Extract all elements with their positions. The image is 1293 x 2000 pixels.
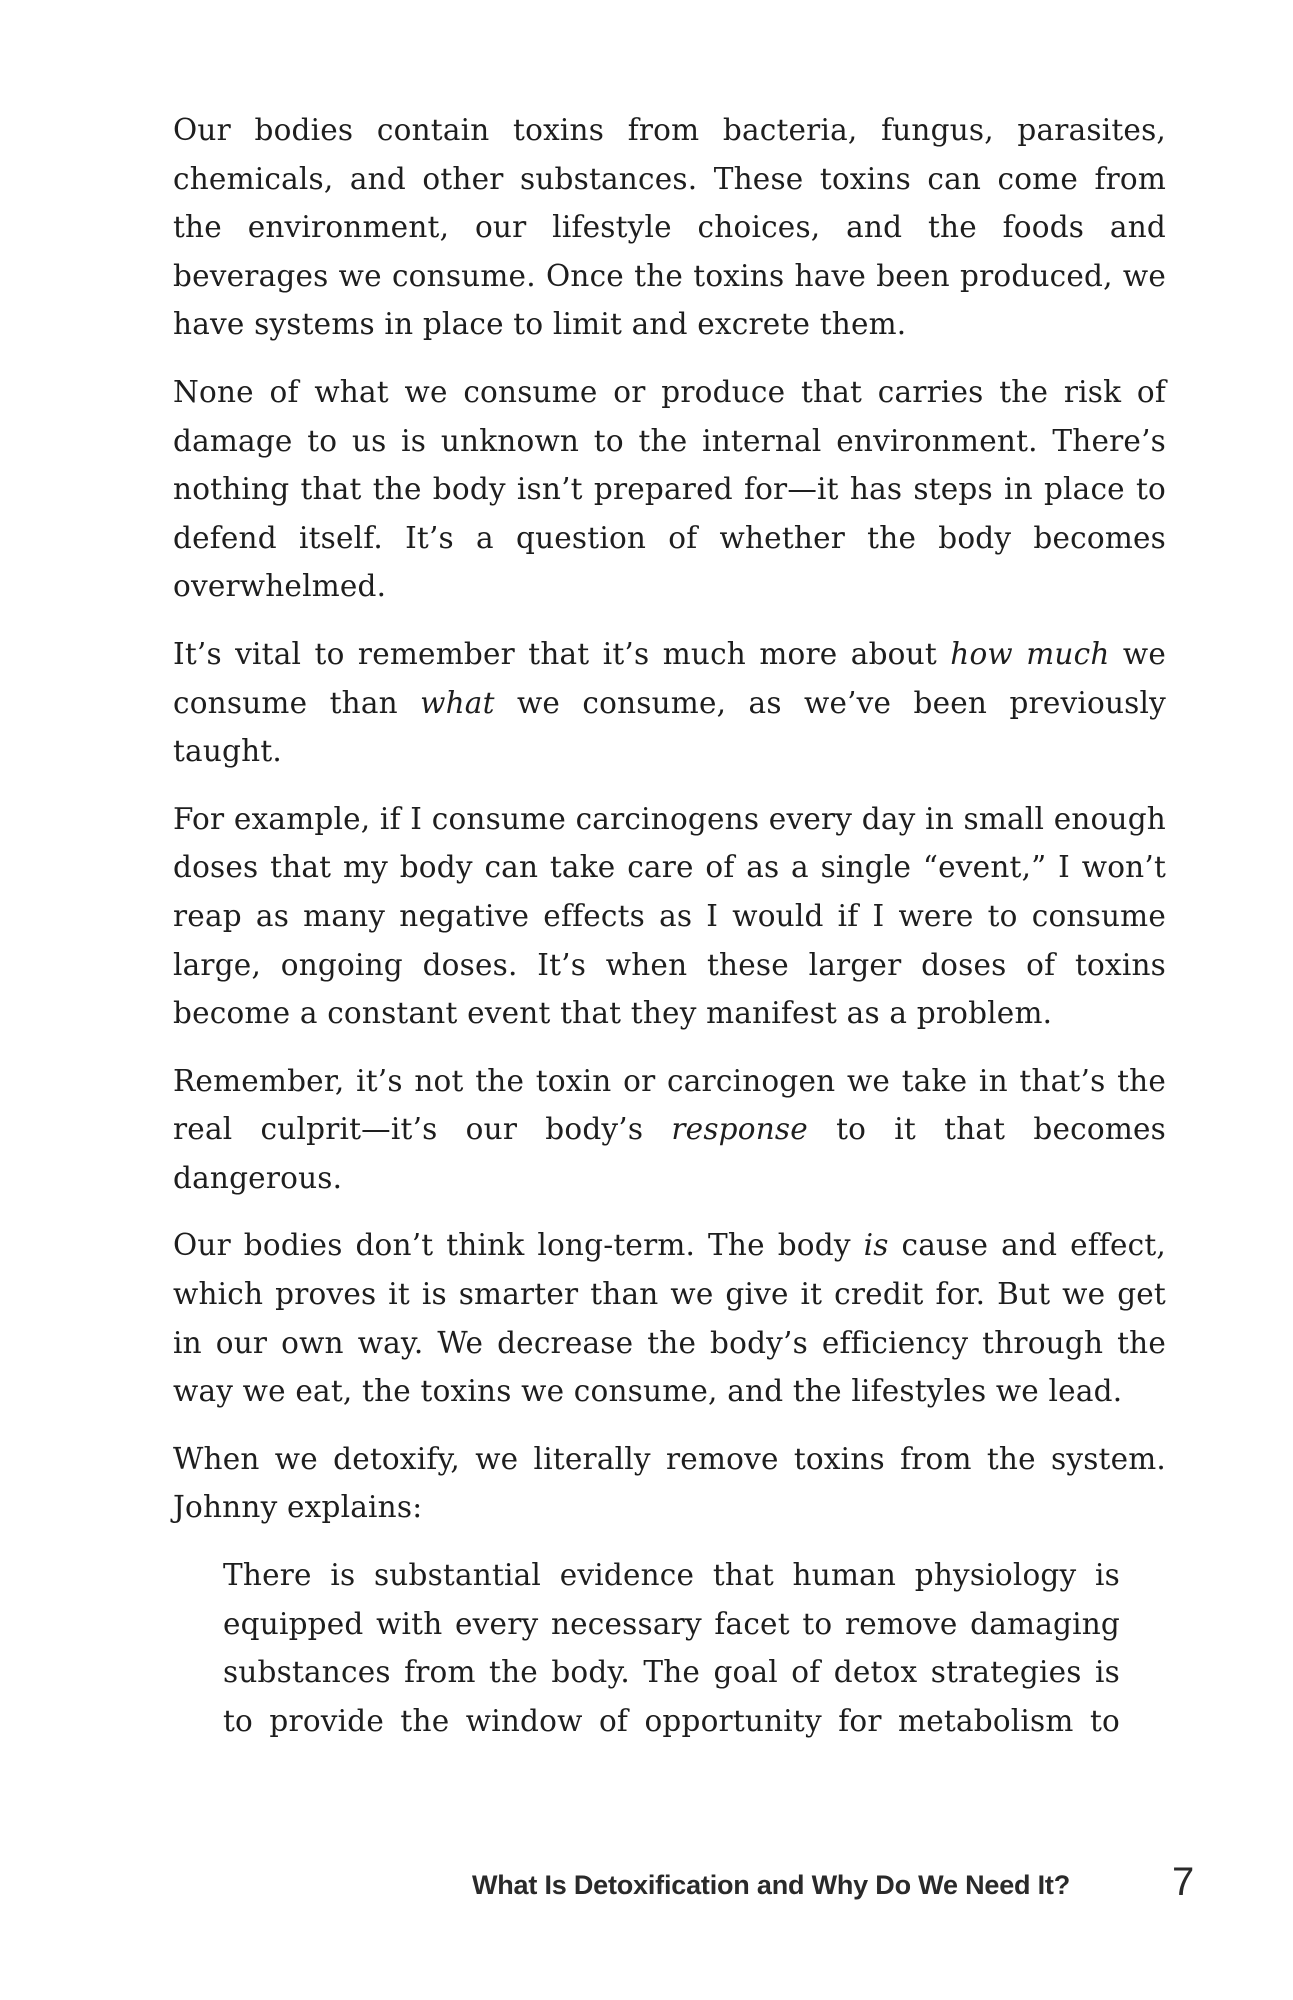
text-segment: we consume, as we’ve been previously taught. [173,685,1166,769]
paragraph-1 [173,106,1166,349]
italic-text: how much [950,636,1110,671]
body-text [173,106,1166,1745]
italic-text: what [420,685,495,720]
text-segment: For example, if I consume carcinogens every day in small enough doses that my body can take care of as a single “event,” I won’t reap as many negative effects as I would if I were to consume large, ongoing doses. It’s when these larger doses of toxins become a constant event that they manifest as a problem. [173,801,1166,1031]
text-segment: When we detoxify, we literally remove toxins from the system. Johnny explains: [173,1441,1166,1525]
block-quote [223,1551,1120,1745]
text-segment: cause and effect, which proves it is smarter than we give it credit for. But we get in our own way. We decrease the body’s efficiency through the way we eat, the toxins we consume, and the lifestyles we lead. [173,1228,1167,1409]
page-number: 7 [1172,1860,1195,1904]
italic-text: response [671,1112,808,1147]
running-head: What Is Detoxification and Why Do We Need It? [471,1870,1070,1900]
paragraph-4 [173,795,1166,1038]
text-segment: we consume than [173,636,1167,720]
text-segment: None of what we consume or produce that carries the risk of damage to us is unknown to the internal environment. There’s nothing that the body isn’t prepared for—it has steps in place to defend itself. It’s a question of whether the body becomes overwhelmed. [173,374,1166,604]
paragraph-7 [173,1435,1166,1532]
text-segment: Our bodies contain toxins from bacteria, fungus, parasites, chemicals, and other substances. These toxins can come from the environment, our lifestyle choices, and the foods and beverages we consume. Once the toxins have been produced, we have systems in place to limit and excrete them. [173,113,1166,342]
text-segment: It’s vital to remember that it’s much more about [173,636,951,671]
page-footer [0,1862,1293,1922]
paragraph-6 [173,1221,1166,1415]
text-segment: to it that becomes dangerous. [173,1112,1166,1195]
italic-text: is [863,1228,889,1263]
text-segment: Remember, it’s not the toxin or carcinogen we take in that’s the real culprit—it’s our body’s [173,1063,1166,1147]
text-segment: Our bodies don’t think long-term. The body [173,1228,864,1263]
paragraph-3 [173,630,1166,776]
paragraph-2 [173,368,1166,611]
text-segment: There is substantial evidence that human physiology is equipped with every necessary facet to remove damaging substances from the body. The goal of detox strategies is to provide the window of opportunity for metabolism to [223,1558,1120,1738]
paragraph-5 [173,1057,1166,1203]
